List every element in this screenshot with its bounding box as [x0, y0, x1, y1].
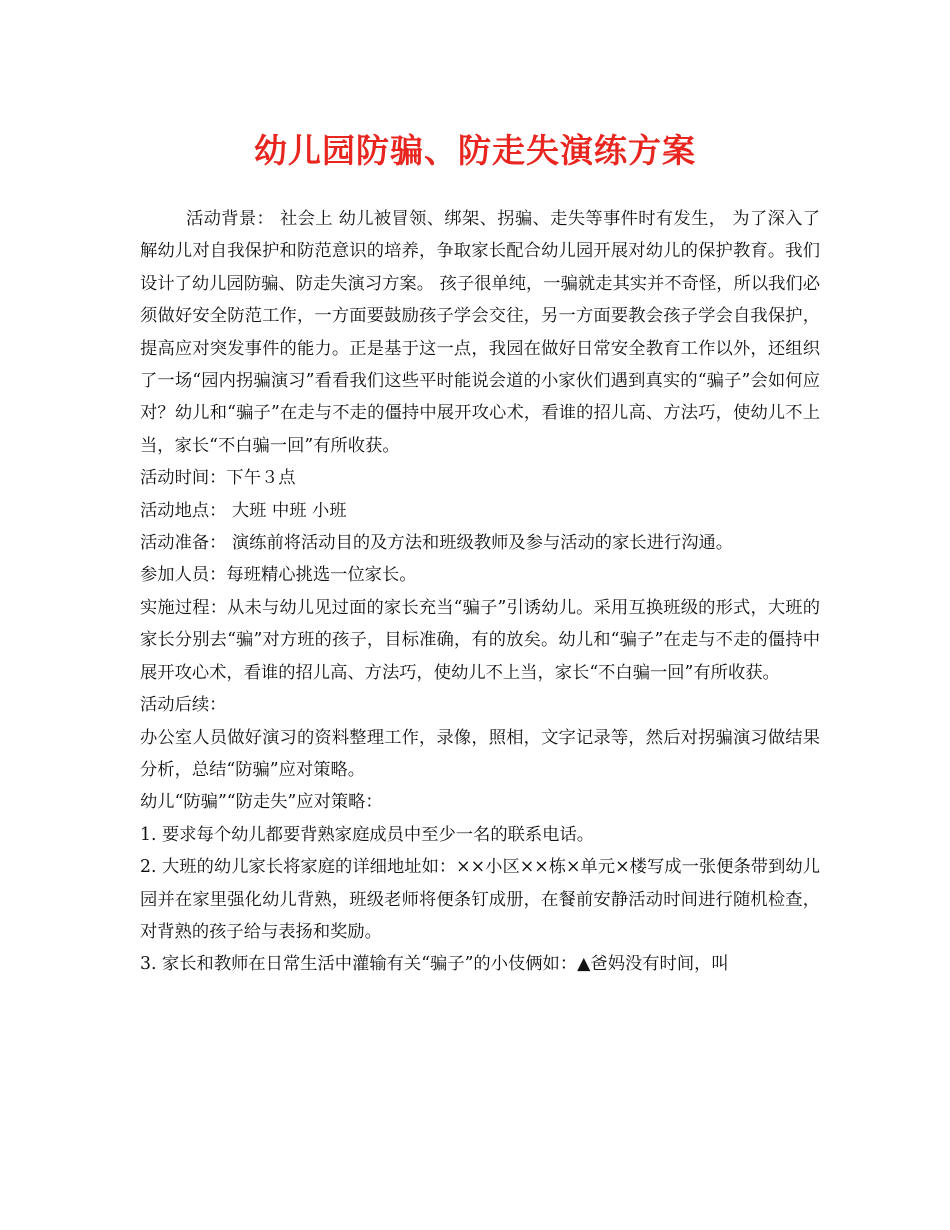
paragraph-strategy-heading: 幼儿“防骗”“防走失”应对策略：	[140, 792, 383, 813]
document-body	[140, 203, 820, 981]
document-title: 幼儿园防骗、防走失演练方案	[254, 131, 696, 170]
strategy-item-2: 2. 大班的幼儿家长将家庭的详细地址如：××小区××栋×单元×楼写成一张便条带到幼儿园并在家里强化幼儿背熟，班级老师将便条钉成册，在餐前安静活动时间进行随机检查，对背熟的孩子给与表扬和奖励。	[140, 857, 820, 942]
paragraph-followup: 办公室人员做好演习的资料整理工作，录像，照相，文字记录等，然后对拐骗演习做结果分析，总结“防骗”应对策略。	[140, 727, 820, 780]
paragraph-time: 活动时间：下午３点	[140, 468, 296, 489]
paragraph-participants: 参加人员：每班精心挑选一位家长。	[140, 565, 417, 586]
paragraph-background: 活动背景： 社会上 幼儿被冒领、绑架、拐骗、走失等事件时有发生， 为了深入了解幼儿对自我保护和防范意识的培养，争取家长配合幼儿园开展对幼儿的保护教育。我们设计了幼儿园防骗、防走失演习方案。 孩子很单纯，一骗就走其实并不奇怪，所以我们必须做好安全防范工作，一方面要鼓励孩子学会交往，另一方面要教会孩子学会自我保护，提高应对突发事件的能力。正是基于这一点，我园在做好日常安全教育工作以外，还组织了一场“园内拐骗演习”看看我们这些平时能说会道的小家伙们遇到真实的“骗子”会如何应对？幼儿和“骗子”在走与不走的僵持中展开攻心术，看谁的招儿高、方法巧，使幼儿不上当，家长“不白骗一回”有所收获。	[140, 209, 820, 456]
paragraph-location: 活动地点： 大班 中班 小班	[140, 500, 347, 521]
paragraph-followup-heading: 活动后续：	[140, 695, 227, 716]
paragraph-preparation: 活动准备： 演练前将活动目的及方法和班级教师及参与活动的家长进行沟通。	[140, 533, 734, 554]
strategy-item-3: 3. 家长和教师在日常生活中灌输有关“骗子”的小伎俩如：▲爸妈没有时间，叫	[140, 954, 729, 975]
paragraph-process: 实施过程：从未与幼儿见过面的家长充当“骗子”引诱幼儿。采用互换班级的形式，大班的家长分别去“骗”对方班的孩子，目标准确，有的放矣。幼儿和“骗子”在走与不走的僵持中展开攻心术，看谁的招儿高、方法巧，使幼儿不上当，家长“不白骗一回”有所收获。	[140, 597, 820, 683]
strategy-item-1: 1. 要求每个幼儿都要背熟家庭成员中至少一名的联系电话。	[140, 824, 595, 845]
